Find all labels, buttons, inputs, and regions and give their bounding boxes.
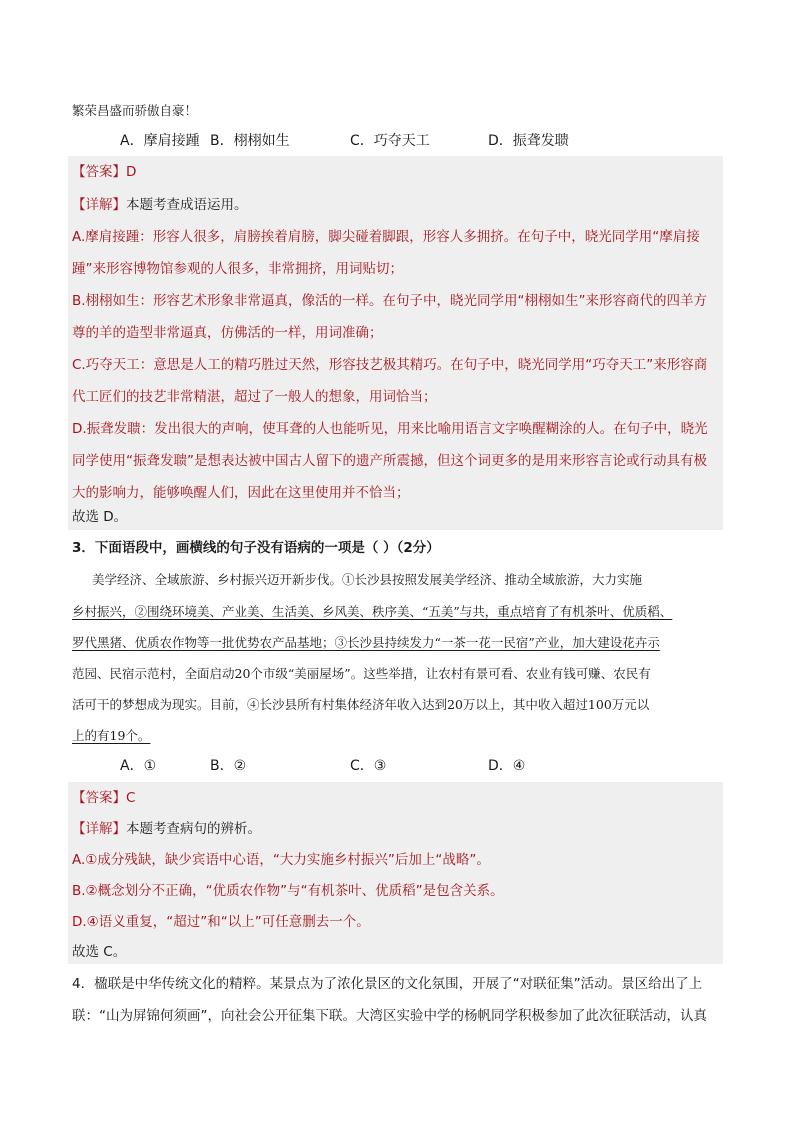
q2-option-b[interactable]: B．栩栩如生 <box>210 133 290 149</box>
q2-answer: 【答案】D <box>72 164 137 180</box>
q3-answer: 【答案】C <box>72 790 136 806</box>
q3-conclusion: 故选 C。 <box>72 944 127 960</box>
q3-passage-line: 乡村振兴，②围绕环境美、产业美、生活美、乡风美、秩序美、“五美”与共，重点培育了有机茶叶、优质稻、 <box>72 604 673 619</box>
q3-option-c[interactable]: C．③ <box>350 758 387 774</box>
q3-answer-block <box>68 782 723 964</box>
q2-explanation-line: 大的影响力，能够唤醒人们，因此在这里使用并不恰当； <box>72 485 410 501</box>
q2-explanation-line: 同学使用“振聋发聩”是想表达被中国古人留下的遗产所震撼，但这个词更多的是用来形容言论或行动具有极 <box>72 453 707 469</box>
q2-explanation-line: 尊的羊的造型非常逼真，仿佛活的一样，用词准确； <box>72 325 383 341</box>
q2-option-d[interactable]: D．振聋发聩 <box>488 133 569 149</box>
q3-explanation-line: D.④语义重复，“超过”和“以上”可任意删去一个。 <box>72 914 370 930</box>
q4-stem-line: 4．楹联是中华传统文化的精粹。某景点为了浓化景区的文化氛围，开展了“对联征集”活动。景区给出了上 <box>72 976 703 992</box>
q3-option-d[interactable]: D．④ <box>488 758 526 774</box>
q2-explanation-line: C.巧夺天工：意思是人工的精巧胜过天然，形容技艺极其精巧。在句子中，晓光同学用“巧夺天工”来形容商 <box>72 357 708 373</box>
q2-explanation-line: D.振聋发聩：发出很大的声响，使耳聋的人也能听见，用来比喻用语言文字唤醒糊涂的人。在句子中，晓光 <box>72 421 708 437</box>
q2-option-a[interactable]: A．摩肩接踵 <box>120 133 200 149</box>
q2-detail-intro: 【详解】本题考查成语运用。 <box>72 197 248 213</box>
q3-passage-line: 上的有19个。 <box>72 728 151 743</box>
q3-detail-intro: 【详解】本题考查病句的辨析。 <box>72 821 261 837</box>
q4-stem-line: 联：“山为屏锦何须画”，向社会公开征集下联。大湾区实验中学的杨帆同学积极参加了此次征联活动，认真 <box>72 1008 707 1024</box>
q3-passage-line: 范园、民宿示范村，全面启动20个市级“美丽屋场”。这些举措，让农村有景可看、农业有钱可赚、农民有 <box>72 666 651 681</box>
q2-explanation-line: A.摩肩接踵：形容人很多，肩膀挨着肩膀，脚尖碰着脚跟，形容人多拥挤。在句子中，晓光同学用“摩肩接 <box>72 229 700 245</box>
passage-fragment: 繁荣昌盛而骄傲自豪！ <box>72 103 198 118</box>
q3-option-b[interactable]: B．② <box>210 758 247 774</box>
q2-explanation-line: 代工匠们的技艺非常精湛，超过了一般人的想象，用词恰当； <box>72 389 437 405</box>
q3-stem: 3．下面语段中，画横线的句子没有语病的一项是（ ）（2分） <box>72 540 440 556</box>
q2-explanation-line: 踵”来形容博物馆参观的人很多，非常拥挤，用词贴切； <box>72 261 403 277</box>
q2-explanation-line: B.栩栩如生：形容艺术形象非常逼真，像活的一样。在句子中，晓光同学用“栩栩如生”来形容商代的四羊方 <box>72 293 708 309</box>
q3-option-a[interactable]: A．① <box>120 758 157 774</box>
q2-conclusion: 故选 D。 <box>72 509 128 525</box>
q3-explanation-line: B.②概念划分不正确，“优质农作物”与“有机茶叶、优质稻”是包含关系。 <box>72 883 504 899</box>
q2-option-c[interactable]: C．巧夺天工 <box>350 133 430 149</box>
q3-explanation-line: A.①成分残缺，缺少宾语中心语，“大力实施乡村振兴”后加上“战略”。 <box>72 852 490 868</box>
q3-passage-line: 活可干的梦想成为现实。目前，④长沙县所有村集体经济年收入达到20万以上，其中收入超过100万元以 <box>72 697 650 712</box>
q3-passage-line: 罗代黑猪、优质农作物等一批优势农产品基地；③长沙县持续发力“一茶一花一民宿”产业，加大建设花卉示 <box>72 635 660 650</box>
q3-passage-line: 美学经济、全域旅游、乡村振兴迈开新步伐。①长沙县按照发展美学经济、推动全域旅游，大力实施 <box>92 572 643 587</box>
